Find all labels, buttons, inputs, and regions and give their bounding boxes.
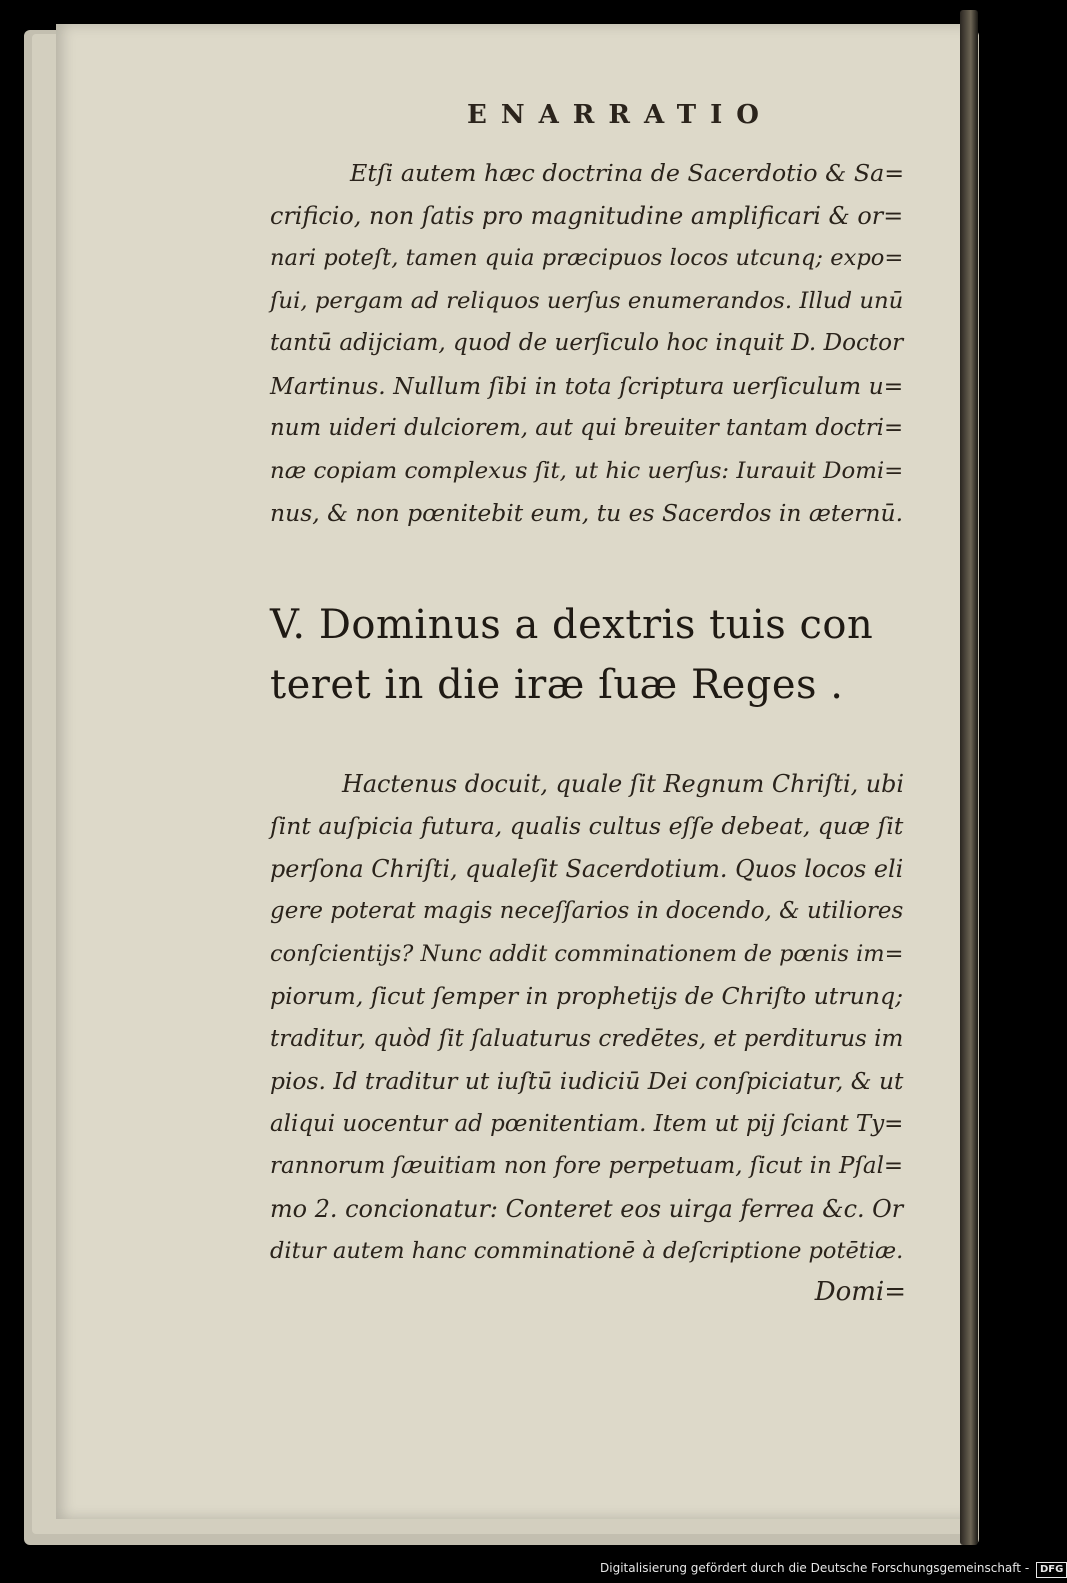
page-content [270,100,910,1307]
text-line: tantū adijciam, quod de uerſiculo hoc inquit D. Doctor [270,330,904,356]
text-line: num uideri dulciorem, aut qui breuiter tantam doctri= [270,415,904,441]
text-line: perſona Chriſti, qualeſit Sacerdotium. Quos locos eli [270,854,904,883]
footer-text: Digitalisierung gefördert durch die Deutsche Forschungsgemeinschaft - [600,1561,1030,1575]
text-line: rannorum ſæuitiam non fore perpetuam, ſicut in Pſal= [270,1153,904,1179]
text-line: nus, & non pœnitebit eum, tu es Sacerdos in æternū. [270,499,904,527]
text-line: crificio, non ſatis pro magnitudine amplificari & or= [270,201,904,230]
text-line: Hactenus docuit, quale ſit Regnum Chriſti, ubi [342,769,905,798]
verse-line: V. Dominus a dextris tuis con [270,601,874,648]
text-line: gere poterat magis neceſſarios in docendo, & utiliores [270,898,904,924]
verse-heading [270,595,910,715]
footer-credit [600,1553,1064,1583]
dfg-logo: DFG [1036,1562,1067,1578]
text-line: nari poteſt, tamen quia præcipuos locos utcunq; expo= [270,245,904,271]
text-line: Martinus. Nullum ſibi in tota ſcriptura uerſiculum u= [270,371,904,400]
text-line: næ copiam complexus ſit, ut hic uerſus: Iurauit Domi= [270,457,904,484]
text-line: ſui, pergam ad reliquos uerſus enumerandos. Illud unū [270,287,904,314]
text-line: conſcientijs? Nunc addit comminationem de pœnis im= [270,940,904,967]
text-line: pios. Id traditur ut iuſtū iudiciū Dei conſpiciatur, & ut [270,1067,904,1095]
text-line: piorum, ſicut ſemper in prophetijs de Chriſto utrunq; [270,982,904,1010]
book-spine [960,10,978,1545]
catchword: Domi= [814,1276,906,1307]
verse-line: teret in die iræ ſuæ Reges . [270,661,844,708]
text-line: ditur autem hanc comminationē à deſcriptione potētiæ. [270,1238,904,1264]
running-head: ENARRATIO [467,100,773,130]
text-line: Etſi autem hæc doctrina de Sacerdotio & Sa= [350,159,905,187]
text-line: ſint auſpicia futura, qualis cultus eſſe debeat, quæ ſit [270,812,904,840]
text-line: mo 2. concionatur: Conteret eos uirga ferrea &c. Or [270,1194,904,1223]
text-line: traditur, quòd ſit ſaluaturus credētes, et perditurus im [270,1025,904,1052]
paragraph-1 [270,152,910,535]
paragraph-2 [270,763,910,1273]
text-line: aliqui uocentur ad pœnitentiam. Item ut pij ſciant Ty= [270,1110,904,1137]
